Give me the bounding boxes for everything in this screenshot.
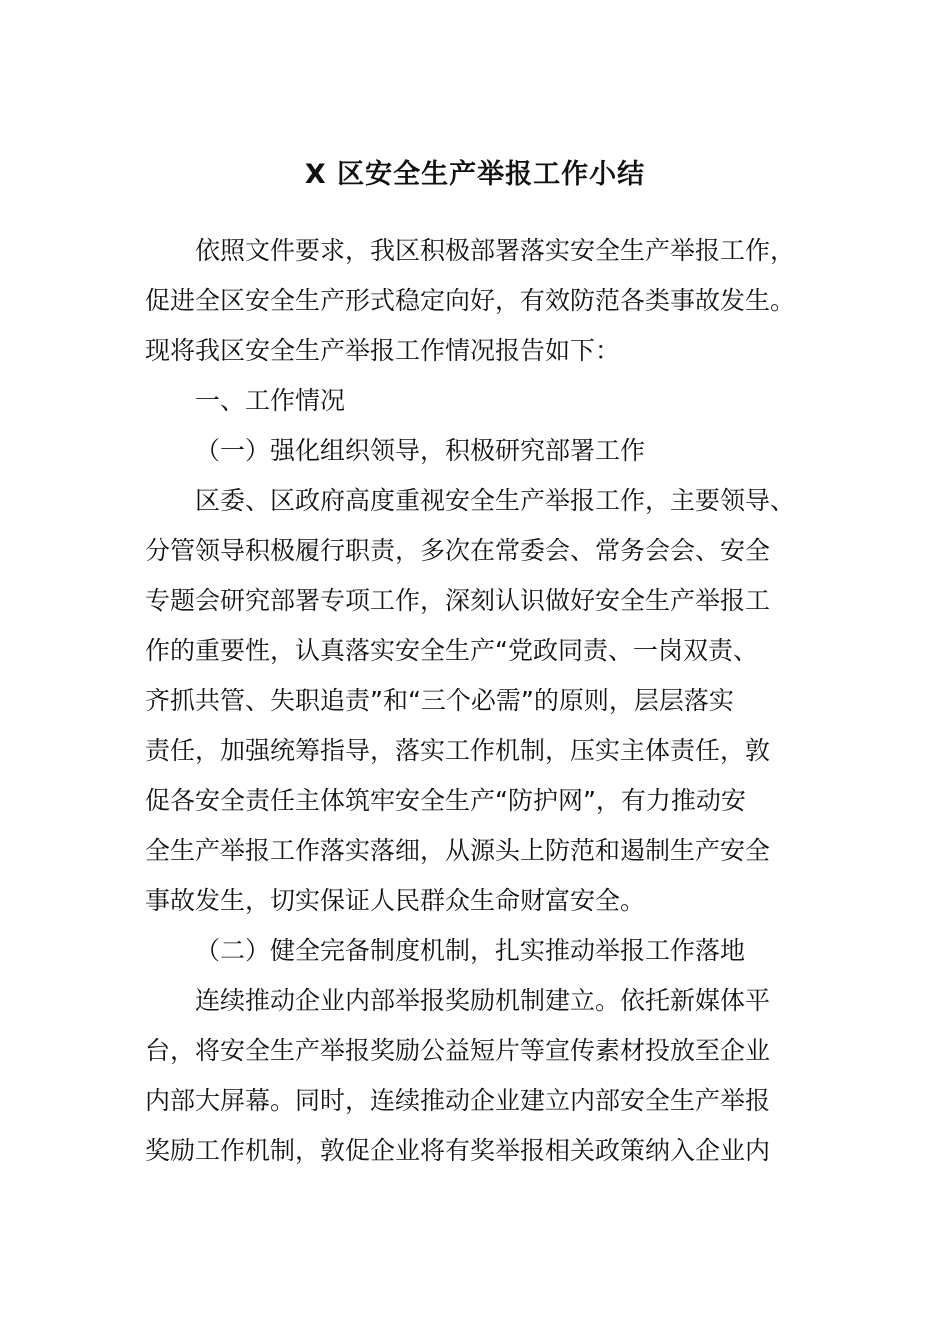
paragraph-2-line-3: 内部大屏幕。同时，连续推动企业建立内部安全生产举报 [145,1086,771,1115]
paragraph-1-line-2: 分管领导积极履行职责，多次在常委会、常务会会、安全 [145,536,771,565]
subsection-heading-1: （一）强化组织领导，积极研究部署工作 [195,436,646,465]
paragraph-2-line-4: 奖励工作机制，敦促企业将有奖举报相关政策纳入企业内 [145,1136,771,1165]
paragraph-2-line-2: 台，将安全生产举报奖励公益短片等宣传素材投放至企业 [145,1036,771,1065]
subsection-heading-2: （二）健全完备制度机制，扎实推动举报工作落地 [195,936,746,965]
paragraph-1-line-8: 全生产举报工作落实落细，从源头上防范和遏制生产安全 [145,836,771,865]
paragraph-1-line-3: 专题会研究部署专项工作，深刻认识做好安全生产举报工 [145,586,771,615]
paragraph-intro-line-2: 促进全区安全生产形式稳定向好，有效防范各类事故发生。 [145,286,796,315]
paragraph-2-line-1: 连续推动企业内部举报奖励机制建立。依托新媒体平 [195,986,771,1015]
paragraph-1-line-1: 区委、区政府高度重视安全生产举报工作，主要领导、 [195,486,796,515]
paragraph-intro-line-3: 现将我区安全生产举报工作情况报告如下： [145,336,621,365]
paragraph-1-line-5: 齐抓共管、失职追责”和“三个必需”的原则，层层落实 [145,686,734,715]
paragraph-1-line-7: 促各安全责任主体筑牢安全生产“防护网”，有力推动安 [145,786,746,815]
paragraph-intro-line-1: 依照文件要求，我区积极部署落实安全生产举报工作， [195,236,796,265]
document-body [145,226,805,1176]
paragraph-1-line-9: 事故发生，切实保证人民群众生命财富安全。 [145,886,646,915]
paragraph-1-line-6: 责任，加强统筹指导，落实工作机制，压实主体责任，敦 [145,736,771,765]
document-title: X 区安全生产举报工作小结 [304,159,646,190]
paragraph-1-line-4: 作的重要性，认真落实安全生产“党政同责、一岗双责、 [145,636,758,665]
section-heading-1: 一、工作情况 [195,386,346,415]
